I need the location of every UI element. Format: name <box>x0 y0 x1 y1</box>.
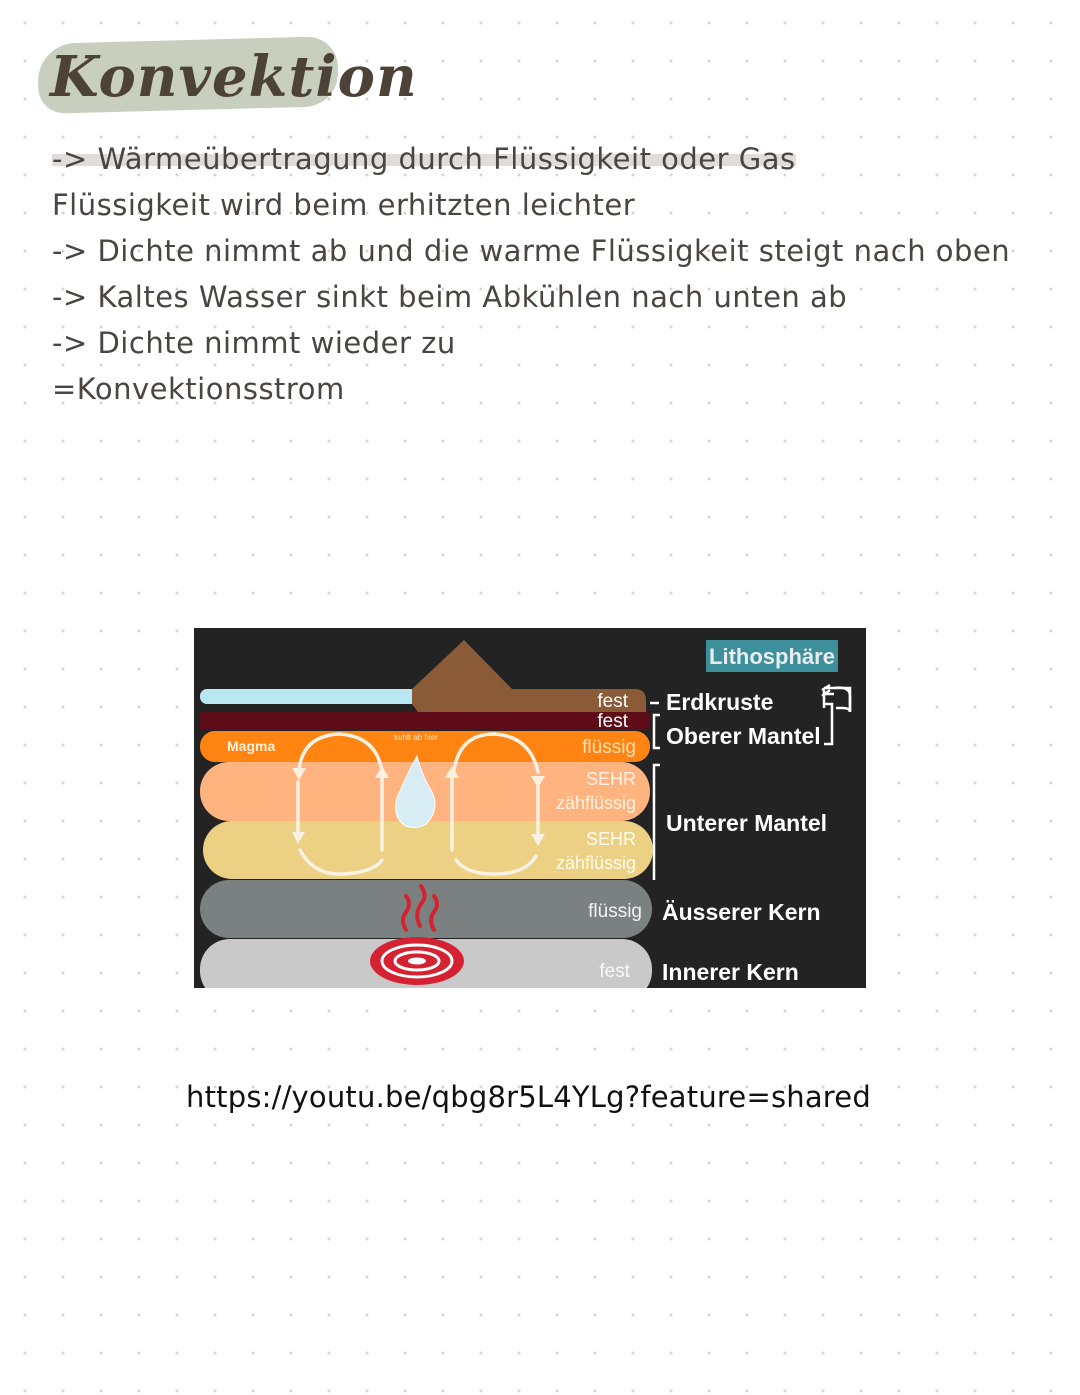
ocean-layer <box>200 689 418 704</box>
earth-layers-diagram <box>194 628 866 988</box>
notes <box>52 136 1010 412</box>
dark-red-band <box>200 712 650 730</box>
note-line: =Konvektionsstrom <box>52 372 345 406</box>
state-label: fest <box>597 711 628 732</box>
note-line: -> Kaltes Wasser sinkt beim Abkühlen nach unten ab <box>52 280 848 314</box>
note-line: -> Dichte nimmt wieder zu <box>52 326 456 360</box>
layer-label-upper-mantle: Oberer Mantel <box>666 723 821 749</box>
note-line <box>52 136 1010 182</box>
layer-label-outer-core: Äusserer Kern <box>662 899 821 925</box>
state-label: fest <box>599 961 630 982</box>
layer-label-lower-mantle: Unterer Mantel <box>666 810 828 836</box>
outer-core-band <box>200 880 652 938</box>
state-label: flüssig <box>588 901 642 922</box>
video-link[interactable]: https://youtu.be/qbg8r5L4YLg?feature=shared <box>186 1080 871 1114</box>
state-label: fest <box>597 691 628 712</box>
state-label: SEHR <box>585 769 636 789</box>
title-block <box>38 34 418 120</box>
magma-label: Magma <box>227 738 276 754</box>
state-label: zähflüssig <box>555 793 636 813</box>
layer-label-inner-core: Innerer Kern <box>662 959 799 985</box>
state-label: SEHR <box>585 829 636 849</box>
state-label: flüssig <box>582 737 636 758</box>
note-line: -> Dichte nimmt ab und die warme Flüssigkeit steigt nach oben <box>52 234 1011 268</box>
note-line: Flüssigkeit wird beim erhitzten leichter <box>52 188 636 222</box>
cooling-label: kuhlt ab hier <box>394 733 438 742</box>
state-label: zähflüssig <box>555 853 636 873</box>
lithosphere-label: Lithosphäre <box>709 644 835 669</box>
layer-label-crust: Erdkruste <box>666 689 774 715</box>
stove-burner-icon <box>370 937 464 985</box>
highlighted-note: -> Wärmeübertragung durch Flüssigkeit oder Gas <box>52 136 796 182</box>
page-title: Konvektion <box>50 44 418 110</box>
